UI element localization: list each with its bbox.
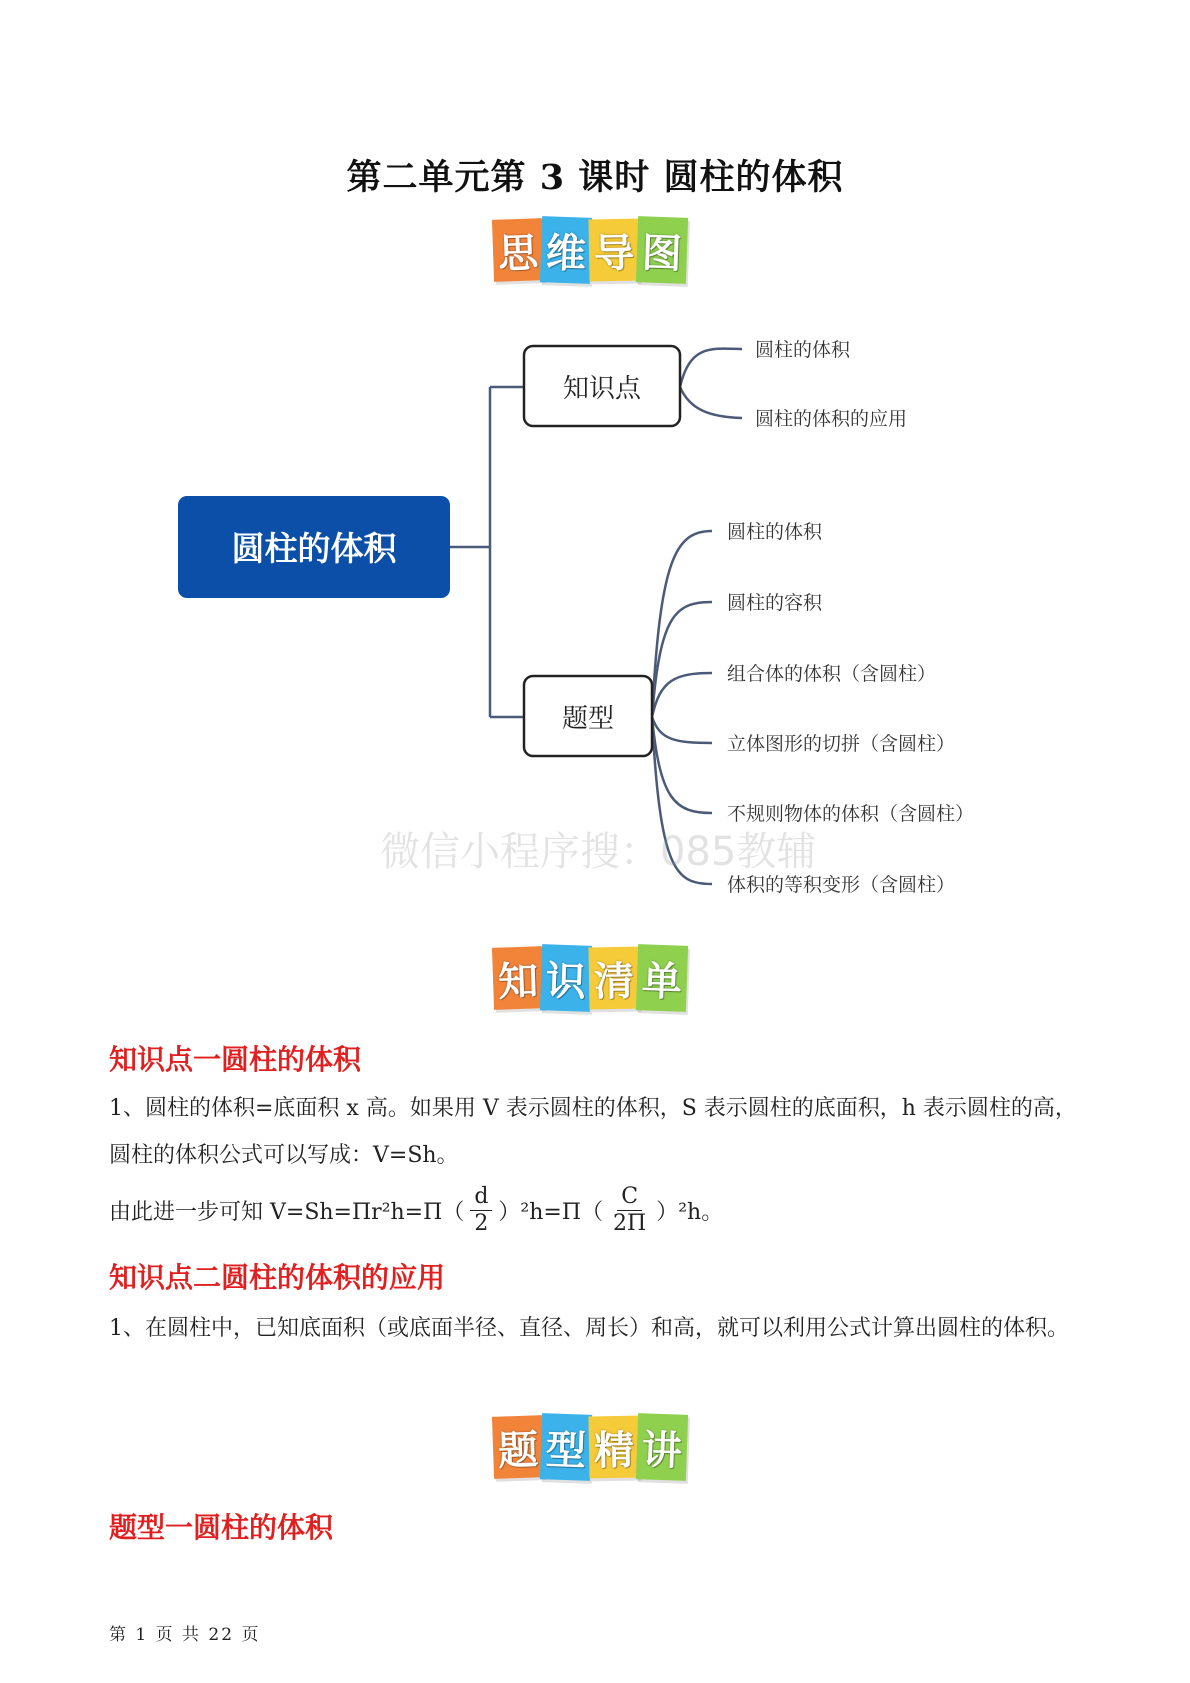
mindmap-leaf: 圆柱的体积 (727, 521, 823, 543)
banner-tile: 导 (588, 219, 639, 282)
questions-banner (493, 1412, 705, 1482)
banner-tile: 清 (588, 947, 639, 1010)
fraction-numerator: d (470, 1184, 492, 1211)
mindmap-leaf: 不规则物体的体积（含圆柱） (727, 803, 975, 825)
banner-tile: 单 (636, 944, 688, 1012)
mindmap-leaf: 组合体的体积（含圆柱） (727, 663, 937, 685)
page-footer: 第 1 页 共 22 页 (109, 1625, 261, 1645)
knowledge-point-2-text: 1、在圆柱中，已知底面积（或底面半径、直径、周长）和高，就可以利用公式计算出圆柱的体积。 (109, 1316, 1070, 1341)
page-title: 第二单元第 3 课时 圆柱的体积 (346, 157, 844, 198)
formula-suffix: ）²h。 (656, 1199, 724, 1225)
mindmap-leaf: 体积的等积变形（含圆柱） (727, 874, 956, 896)
banner-tile: 维 (540, 216, 592, 284)
formula-middle: ）²h=Π（ (498, 1199, 604, 1225)
knowledge-banner (493, 943, 705, 1013)
mindmap-root-label: 圆柱的体积 (231, 529, 397, 568)
banner-tile: 题 (492, 1415, 544, 1479)
mindmap-diagram (0, 300, 1190, 900)
banner-tile: 知 (492, 946, 544, 1010)
banner-tile: 讲 (636, 1413, 688, 1481)
mindmap-connectors (450, 349, 742, 884)
mindmap-banner (493, 215, 705, 285)
knowledge-point-1-text: 1、圆柱的体积=底面积 x 高。如果用 V 表示圆柱的体积，S 表示圆柱的底面积，h 表示圆柱的高，圆柱的体积公式可以写成：V=Sh。 (109, 1096, 1077, 1168)
mindmap-branch-label-knowledge: 知识点 (562, 374, 642, 404)
formula-prefix: 由此进一步可知 V=Sh=Πr²h=Π（ (109, 1199, 465, 1225)
mindmap-leaf: 圆柱的容积 (727, 592, 823, 614)
knowledge-point-1-heading: 知识点一圆柱的体积 (109, 1043, 362, 1076)
banner-tile: 识 (540, 944, 592, 1012)
fraction-denominator: 2 (474, 1210, 489, 1236)
banner-tile: 精 (588, 1416, 639, 1479)
mindmap-leaf: 圆柱的体积的应用 (755, 408, 908, 430)
fraction-denominator: 2Π (613, 1210, 647, 1236)
mindmap-leaf: 立体图形的切拼（含圆柱） (727, 733, 956, 755)
fraction-d-over-2 (470, 1184, 492, 1237)
banner-tile: 思 (492, 218, 544, 282)
mindmap-branch-label-questions: 题型 (561, 704, 615, 734)
knowledge-point-2-heading: 知识点二圆柱的体积的应用 (109, 1261, 446, 1294)
mindmap-leaf: 圆柱的体积 (755, 339, 851, 361)
fraction-c-over-2pi (609, 1184, 650, 1237)
fraction-numerator: C (617, 1184, 642, 1211)
question-type-1-heading: 题型一圆柱的体积 (109, 1511, 334, 1544)
banner-tile: 图 (636, 216, 688, 284)
banner-tile: 型 (540, 1413, 592, 1481)
watermark: 微信小程序搜：085教辅 (380, 829, 817, 875)
volume-formula (109, 1180, 723, 1240)
